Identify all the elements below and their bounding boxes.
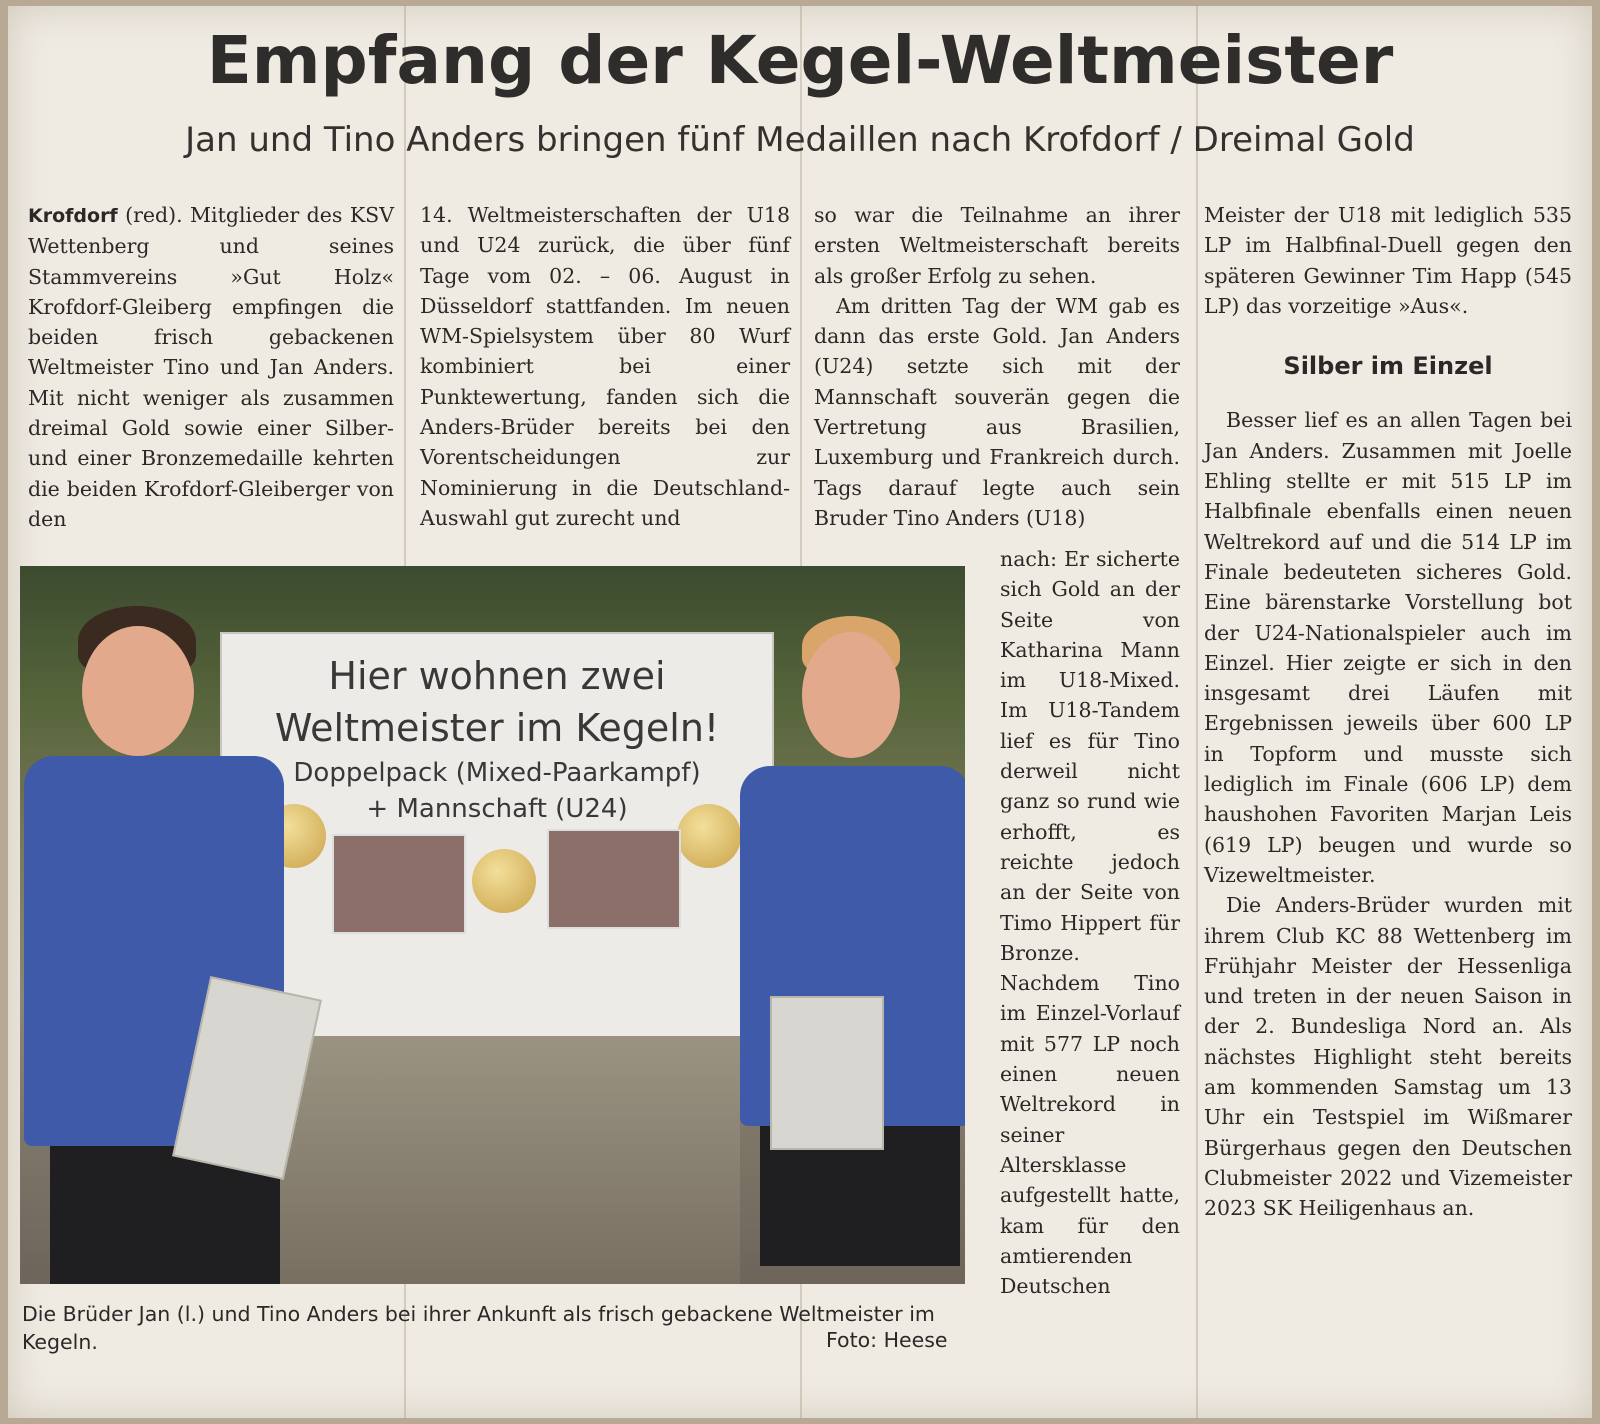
col3-narrow-paragraph: nach: Er sicherte sich Gold an der Seite von Katharina Mann im U18-Mixed. Im U18-Tandem lief es für Tino derweil nicht ganz so rund wie erhofft, es reichte jedoch an der Seite von Timo Hippert für Bronze. Nachdem Tino im Einzel-Vorlauf mit 577 LP noch einen neuen Weltrekord in seiner Altersklasse aufgestellt hatte, kam für den amtierenden Deutschen: [1000, 547, 1180, 1299]
col4-paragraph-2: Besser lief es an allen Tagen bei Jan Anders. Zusammen mit Joelle Ehling stellte er mit 515 LP im Halbfinale ebenfalls einen neuen Weltrekord auf und die 514 LP im Finale bedeuteten sicheres Gold. Eine bärenstarke Vorstellung bot der U24-Nationalspieler auch im Einzel. Hier zeigte er sich in den insgesamt drei Läufen mit Ergebnissen jeweils über 600 LP in Topform und musste sich lediglich im Finale (606 LP) dem haushohen Favoriten Marjan Leis (619 LP) beugen und wurde so Vizeweltmeister.: [1204, 408, 1572, 887]
medal-sticker: [677, 804, 741, 868]
article-column-1: [28, 200, 394, 534]
subheadline: Jan und Tino Anders bringen fünf Medaillen nach Krofdorf / Dreimal Gold: [185, 120, 1415, 160]
col3-paragraph-2: Am dritten Tag der WM gab es dann das erste Gold. Jan Anders (U24) setzte sich mit der Mannschaft souverän gegen die Vertretung aus Brasilien, Luxemburg und Frankreich durch. Tags darauf legte auch sein Bruder Tino Anders (U18): [814, 293, 1180, 530]
section-heading: Silber im Einzel: [1283, 352, 1493, 381]
sign-photo: [332, 834, 466, 934]
medal-sticker: [472, 849, 536, 913]
dateline: Krofdorf: [28, 205, 118, 227]
col4-paragraph-3: Die Anders-Brüder wurden mit ihrem Club KC 88 Wettenberg im Frühjahr Meister der Hessenliga und treten in der neuen Saison in der 2. Bundesliga Nord an. Als nächstes Highlight steht bereits am kommenden Samstag um 13 Uhr ein Testspiel im Wißmarer Bürgerhaus gegen den Deutschen Clubmeister 2022 und Vizemeister 2023 SK Heiligenhaus an.: [1204, 893, 1572, 1221]
col1-paragraph: (red). Mitglieder des KSV Wettenberg und seines Stammvereins »Gut Holz« Krofdorf-Gleiberg empfingen die beiden frisch gebackenen Weltmeister Tino und Jan Anders. Mit nicht weniger als zusammen dreimal Gold sowie einer Silber- und einer Bronzemedaille kehrten die beiden Krofdorf-Gleiberger von den: [28, 203, 394, 531]
article-column-3-narrow: [1000, 544, 1180, 1301]
photo-caption: Die Brüder Jan (l.) und Tino Anders bei ihrer Ankunft als frisch gebackene Weltmeister im Kegeln.: [22, 1302, 935, 1354]
sign-line-4: + Mannschaft (U24): [366, 794, 628, 824]
article-column-4: [1204, 200, 1572, 1224]
fold-line: [1196, 6, 1198, 1418]
article-column-2: [420, 200, 790, 533]
col4-paragraph-1: Meister der U18 mit lediglich 535 LP im Halbfinal-Duell gegen den späteren Gewinner Tim Happ (545 LP) das vorzeitige »Aus«.: [1204, 203, 1572, 318]
wooden-box: [280, 1036, 740, 1284]
sign-photo: [547, 829, 681, 929]
col3-paragraph-1: so war die Teilnahme an ihrer ersten Weltmeisterschaft bereits als großer Erfolg zu sehen.: [814, 203, 1180, 288]
sign-line-3: Doppelpack (Mixed-Paarkampf): [293, 758, 701, 788]
diploma: [770, 996, 884, 1150]
welcome-sign: [220, 632, 774, 1046]
article-column-3: [814, 200, 1180, 533]
article-photo: [20, 566, 965, 1284]
sign-line-2: Weltmeister im Kegeln!: [274, 706, 720, 750]
col2-paragraph: 14. Weltmeisterschaften der U18 und U24 zurück, die über fünf Tage vom 02. – 06. August in Düsseldorf stattfanden. Im neuen WM-Spielsystem über 80 Wurf kombiniert bei einer Punktewertung, fanden sich die Anders-Brüder bereits bei den Vorentscheidungen zur Nominierung in die Deutschland-Auswahl gut zurecht und: [420, 203, 790, 530]
sign-line-1: Hier wohnen zwei: [328, 654, 666, 698]
headline: Empfang der Kegel-Weltmeister: [206, 22, 1394, 99]
photo-credit: Foto: Heese: [826, 1328, 948, 1352]
